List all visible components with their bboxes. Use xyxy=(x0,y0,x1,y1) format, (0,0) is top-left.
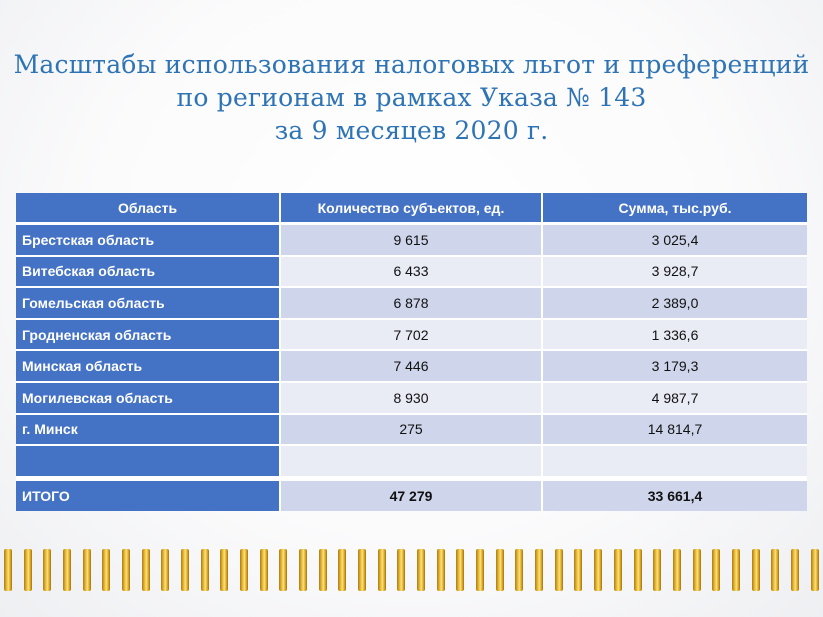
header-count: Количество субъектов, ед. xyxy=(281,193,543,225)
region-cell: Могилевская область xyxy=(16,383,281,415)
sum-cell: 3 025,4 xyxy=(543,225,807,257)
gold-bar xyxy=(594,549,602,591)
blank-region-cell xyxy=(16,446,281,478)
gold-bar xyxy=(161,549,169,591)
gold-bar xyxy=(791,549,799,591)
sum-cell: 4 987,7 xyxy=(543,383,807,415)
slide-title xyxy=(0,48,823,147)
region-cell: Брестская область xyxy=(16,225,281,257)
gold-bar xyxy=(653,549,661,591)
table-row xyxy=(16,225,807,257)
gold-bar xyxy=(122,549,130,591)
count-cell: 7 702 xyxy=(281,320,543,352)
gold-bar xyxy=(811,549,819,591)
total-label: ИТОГО xyxy=(16,478,281,511)
blank-row xyxy=(16,446,807,478)
total-count: 47 279 xyxy=(281,478,543,511)
gold-bar xyxy=(771,549,779,591)
gold-bar xyxy=(417,549,425,591)
gold-bar xyxy=(220,549,228,591)
title-line-2: по регионам в рамках Указа № 143 xyxy=(176,83,647,112)
total-row xyxy=(16,478,807,511)
gold-bar xyxy=(496,549,504,591)
gold-bar xyxy=(673,549,681,591)
gold-bar xyxy=(102,549,110,591)
header-sum: Сумма, тыс.руб. xyxy=(543,193,807,225)
gold-bar xyxy=(397,549,405,591)
blank-count-cell xyxy=(281,446,543,478)
sum-cell: 2 389,0 xyxy=(543,288,807,320)
title-line-1: Масштабы использования налоговых льгот и преференций xyxy=(13,50,810,79)
gold-bar xyxy=(201,549,209,591)
region-cell: Гродненская область xyxy=(16,320,281,352)
count-cell: 6 878 xyxy=(281,288,543,320)
count-cell: 8 930 xyxy=(281,383,543,415)
table-row xyxy=(16,383,807,415)
gold-bar xyxy=(693,549,701,591)
table-row xyxy=(16,320,807,352)
sum-cell: 1 336,6 xyxy=(543,320,807,352)
count-cell: 7 446 xyxy=(281,351,543,383)
gold-bar xyxy=(43,549,51,591)
gold-bar xyxy=(437,549,445,591)
gold-ornament-border xyxy=(0,549,823,591)
gold-bar xyxy=(24,549,32,591)
table-header-row xyxy=(16,193,807,225)
region-cell: Гомельская область xyxy=(16,288,281,320)
region-cell: Витебская область xyxy=(16,257,281,289)
gold-bar xyxy=(378,549,386,591)
gold-bar xyxy=(279,549,287,591)
gold-bar xyxy=(240,549,248,591)
gold-bar xyxy=(732,549,740,591)
table-row xyxy=(16,288,807,320)
table-row xyxy=(16,415,807,447)
gold-bar xyxy=(181,549,189,591)
gold-bar xyxy=(634,549,642,591)
count-cell: 6 433 xyxy=(281,257,543,289)
sum-cell: 14 814,7 xyxy=(543,415,807,447)
region-cell: г. Минск xyxy=(16,415,281,447)
count-cell: 9 615 xyxy=(281,225,543,257)
gold-bar xyxy=(456,549,464,591)
gold-bar xyxy=(338,549,346,591)
header-region: Область xyxy=(16,193,281,225)
count-cell: 275 xyxy=(281,415,543,447)
sum-cell: 3 179,3 xyxy=(543,351,807,383)
gold-bar xyxy=(574,549,582,591)
sum-cell: 3 928,7 xyxy=(543,257,807,289)
gold-bar xyxy=(614,549,622,591)
gold-bar xyxy=(142,549,150,591)
gold-bar xyxy=(260,549,268,591)
gold-bar xyxy=(752,549,760,591)
gold-bar xyxy=(319,549,327,591)
gold-bar xyxy=(476,549,484,591)
gold-bar xyxy=(358,549,366,591)
gold-bar xyxy=(515,549,523,591)
total-sum: 33 661,4 xyxy=(543,478,807,511)
blank-sum-cell xyxy=(543,446,807,478)
gold-bar xyxy=(299,549,307,591)
gold-bar xyxy=(555,549,563,591)
table-row xyxy=(16,257,807,289)
gold-bar xyxy=(712,549,720,591)
tax-benefits-table xyxy=(16,193,807,511)
title-line-3: за 9 месяцев 2020 г. xyxy=(274,116,549,145)
gold-bar xyxy=(535,549,543,591)
region-cell: Минская область xyxy=(16,351,281,383)
gold-bar xyxy=(83,549,91,591)
table-row xyxy=(16,351,807,383)
gold-bar xyxy=(63,549,71,591)
gold-bar xyxy=(4,549,12,591)
